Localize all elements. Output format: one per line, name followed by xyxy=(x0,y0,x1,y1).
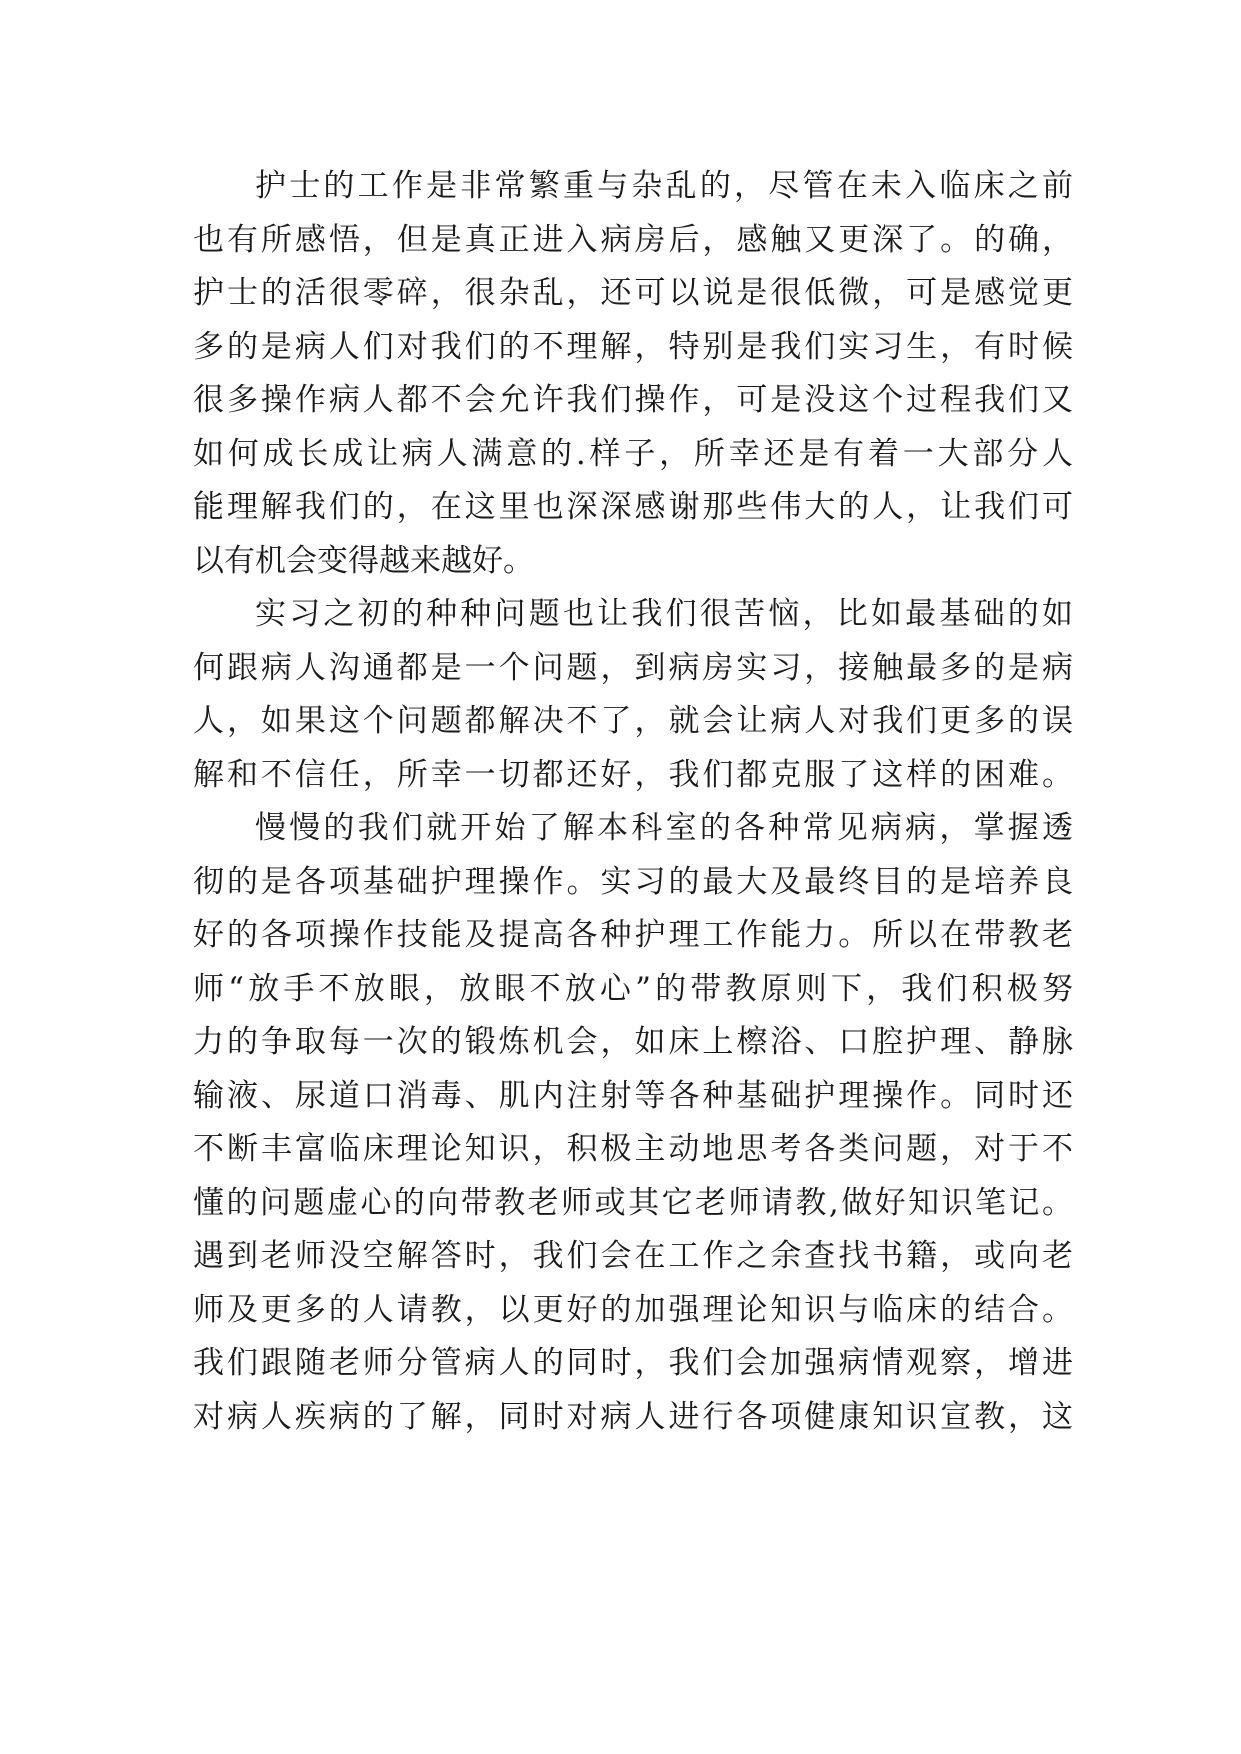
text-line: 好的各项操作技能及提高各种护理工作能力。所以在带教老 xyxy=(193,917,1073,953)
text-line: 输液、尿道口消毒、肌内注射等各种基础护理操作。同时还 xyxy=(193,1077,1073,1114)
text-line: 对病人疾病的了解，同时对病人进行各项健康知识宣教，这 xyxy=(193,1398,1073,1435)
text-line: 能理解我们的，在这里也深深感谢那些伟大的人，让我们可 xyxy=(193,489,1073,525)
text-line: 实习之初的种种问题也让我们很苦恼，比如最基础的如 xyxy=(255,596,1073,632)
paragraph-2 xyxy=(193,588,1073,802)
text-line: 以有机会变得越来越好。 xyxy=(193,542,534,579)
text-line: 多的是病人们对我们的不理解，特别是我们实习生，有时候 xyxy=(193,328,1073,365)
text-line: 不断丰富临床理论知识，积极主动地思考各类问题，对于不 xyxy=(193,1131,1073,1167)
text-line: 彻的是各项基础护理操作。实习的最大及最终目的是培养良 xyxy=(193,863,1073,900)
text-line: 也有所感悟，但是真正进入病房后，感触又更深了。的确， xyxy=(193,221,1073,258)
text-line: 很多操作病人都不会允许我们操作，可是没这个过程我们又 xyxy=(193,382,1073,418)
paragraph-1 xyxy=(193,160,1073,588)
text-line: 人，如果这个问题都解决不了，就会让病人对我们更多的误 xyxy=(193,703,1073,739)
text-line: 何跟病人沟通都是一个问题，到病房实习，接触最多的是病 xyxy=(193,649,1073,686)
text-line: 我们跟随老师分管病人的同时，我们会加强病情观察，增进 xyxy=(193,1345,1073,1381)
text-line: 师及更多的人请教，以更好的加强理论知识与临床的结合。 xyxy=(193,1291,1073,1328)
text-line: 懂的问题虚心的向带教老师或其它老师请教,做好知识笔记。 xyxy=(193,1184,1073,1221)
document-body xyxy=(193,160,1073,1444)
text-line: 护士的工作是非常繁重与杂乱的，尽管在未入临床之前 xyxy=(255,168,1073,204)
text-line: 慢慢的我们就开始了解本科室的各种常见病病，掌握透 xyxy=(255,810,1073,846)
text-line: 如何成长成让病人满意的.样子，所幸还是有着一大部分人 xyxy=(193,435,1073,472)
text-line: 力的争取每一次的锻炼机会，如床上檫浴、口腔护理、静脉 xyxy=(193,1024,1073,1060)
text-line: 师“放手不放眼，放眼不放心”的带教原则下，我们积极努 xyxy=(193,970,1073,1007)
text-line: 护士的活很零碎，很杂乱，还可以说是很低微，可是感觉更 xyxy=(193,275,1073,311)
paragraph-3 xyxy=(193,802,1073,1444)
text-line: 解和不信任，所幸一切都还好，我们都克服了这样的困难。 xyxy=(193,756,1073,793)
text-line: 遇到老师没空解答时，我们会在工作之余查找书籍，或向老 xyxy=(193,1238,1073,1274)
